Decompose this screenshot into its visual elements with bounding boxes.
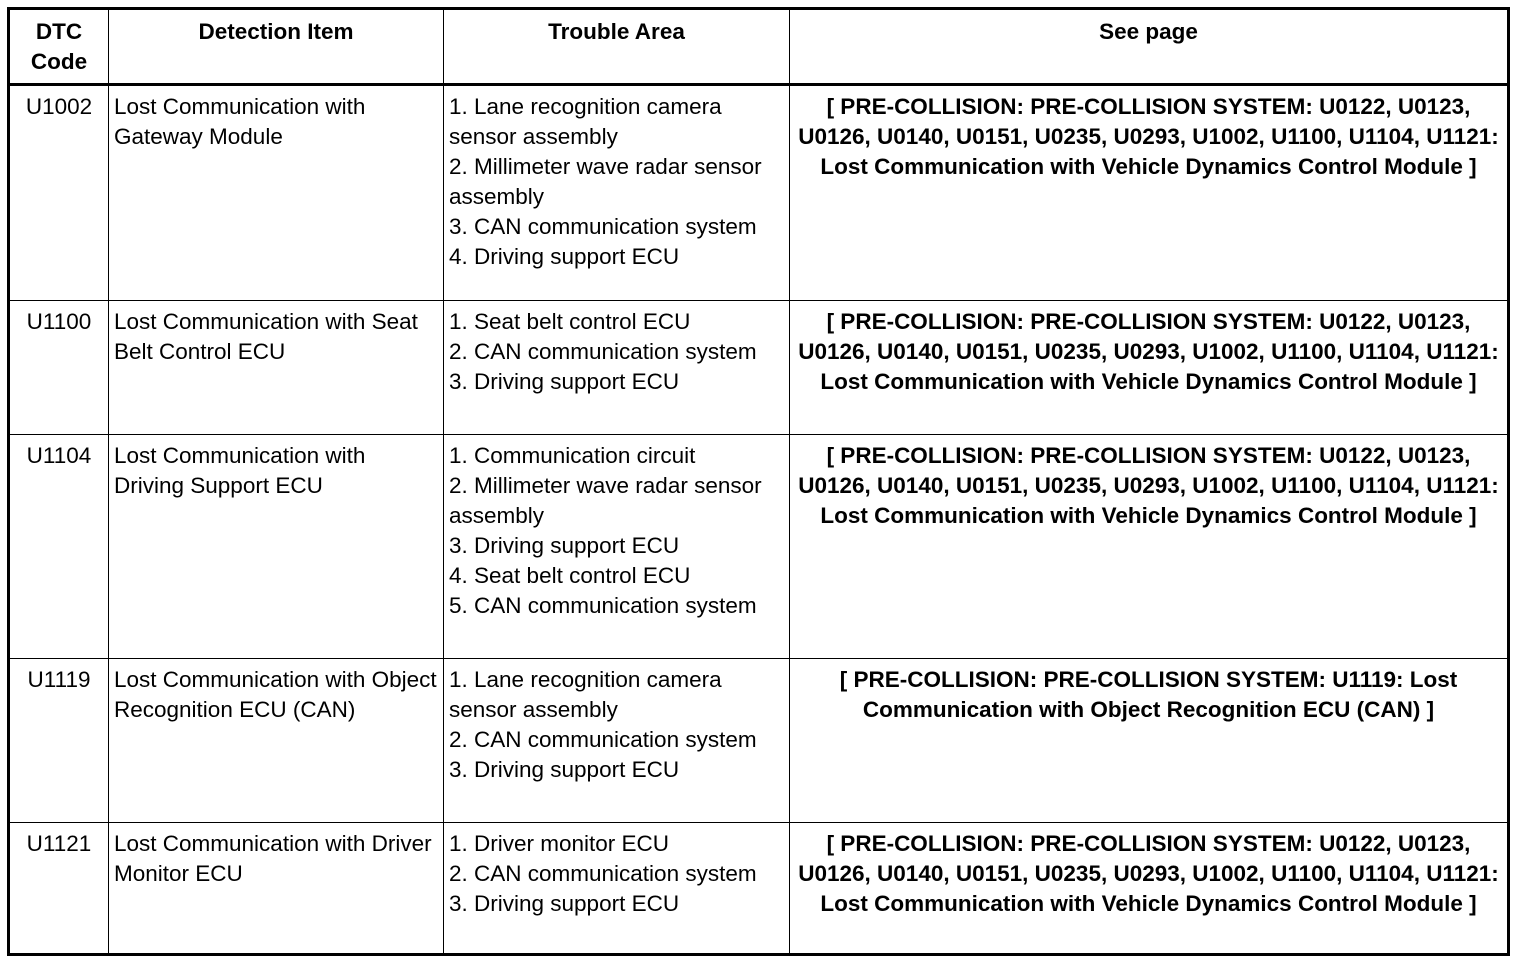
see-page-link[interactable]: [ PRE-COLLISION: PRE-COLLISION SYSTEM: U0122, U0123, U0126, U0140, U0151, U0235, U0293, U1002, U1100, U1104, U1121: Lost Communication with Vehicle Dynamics Control Module ] bbox=[790, 301, 1509, 435]
see-page-link[interactable]: [ PRE-COLLISION: PRE-COLLISION SYSTEM: U0122, U0123, U0126, U0140, U0151, U0235, U0293, U1002, U1100, U1104, U1121: Lost Communication with Vehicle Dynamics Control Module ] bbox=[790, 435, 1509, 659]
trouble-area-line: 3. CAN communication system bbox=[449, 214, 757, 239]
trouble-area-line: 1. Lane recognition camera sensor assembly bbox=[449, 94, 722, 149]
header-dtc-code: DTC Code bbox=[9, 9, 109, 85]
trouble-area-line: 1. Seat belt control ECU bbox=[449, 309, 691, 334]
table-body bbox=[9, 85, 1509, 955]
trouble-area-cell bbox=[444, 659, 790, 823]
trouble-area-line: 2. CAN communication system bbox=[449, 339, 757, 364]
trouble-area-cell bbox=[444, 823, 790, 955]
detection-item-cell: Lost Communication with Driver Monitor ECU bbox=[109, 823, 444, 955]
trouble-area-line: 1. Communication circuit bbox=[449, 443, 696, 468]
table-row bbox=[9, 435, 1509, 659]
header-trouble-area: Trouble Area bbox=[444, 9, 790, 85]
header-detection-item: Detection Item bbox=[109, 9, 444, 85]
table-row bbox=[9, 659, 1509, 823]
table-row bbox=[9, 823, 1509, 955]
trouble-area-cell bbox=[444, 435, 790, 659]
trouble-area-line: 2. Millimeter wave radar sensor assembly bbox=[449, 154, 762, 209]
header-see-page: See page bbox=[790, 9, 1509, 85]
trouble-area-line: 2. CAN communication system bbox=[449, 861, 757, 886]
dtc-code-cell: U1104 bbox=[9, 435, 109, 659]
header-row bbox=[9, 9, 1509, 85]
trouble-area-line: 4. Seat belt control ECU bbox=[449, 563, 691, 588]
detection-item-cell: Lost Communication with Seat Belt Control ECU bbox=[109, 301, 444, 435]
dtc-code-cell: U1119 bbox=[9, 659, 109, 823]
dtc-table bbox=[7, 7, 1510, 956]
trouble-area-line: 3. Driving support ECU bbox=[449, 891, 680, 916]
see-page-link[interactable]: [ PRE-COLLISION: PRE-COLLISION SYSTEM: U0122, U0123, U0126, U0140, U0151, U0235, U0293, U1002, U1100, U1104, U1121: Lost Communication with Vehicle Dynamics Control Module ] bbox=[790, 85, 1509, 301]
trouble-area-line: 1. Lane recognition camera sensor assembly bbox=[449, 667, 722, 722]
trouble-area-line: 2. Millimeter wave radar sensor assembly bbox=[449, 473, 762, 528]
trouble-area-line: 3. Driving support ECU bbox=[449, 369, 680, 394]
table-header bbox=[9, 9, 1509, 85]
see-page-link[interactable]: [ PRE-COLLISION: PRE-COLLISION SYSTEM: U0122, U0123, U0126, U0140, U0151, U0235, U0293, U1002, U1100, U1104, U1121: Lost Communication with Vehicle Dynamics Control Module ] bbox=[790, 823, 1509, 955]
detection-item-cell: Lost Communication with Gateway Module bbox=[109, 85, 444, 301]
trouble-area-line: 3. Driving support ECU bbox=[449, 533, 680, 558]
dtc-code-cell: U1002 bbox=[9, 85, 109, 301]
table-row bbox=[9, 85, 1509, 301]
trouble-area-line: 1. Driver monitor ECU bbox=[449, 831, 670, 856]
dtc-code-cell: U1121 bbox=[9, 823, 109, 955]
detection-item-cell: Lost Communication with Driving Support ECU bbox=[109, 435, 444, 659]
trouble-area-line: 5. CAN communication system bbox=[449, 593, 757, 618]
trouble-area-line: 2. CAN communication system bbox=[449, 727, 757, 752]
trouble-area-line: 4. Driving support ECU bbox=[449, 244, 680, 269]
detection-item-cell: Lost Communication with Object Recognition ECU (CAN) bbox=[109, 659, 444, 823]
see-page-link[interactable]: [ PRE-COLLISION: PRE-COLLISION SYSTEM: U1119: Lost Communication with Object Recognition ECU (CAN) ] bbox=[790, 659, 1509, 823]
dtc-code-cell: U1100 bbox=[9, 301, 109, 435]
trouble-area-cell bbox=[444, 85, 790, 301]
trouble-area-line: 3. Driving support ECU bbox=[449, 757, 680, 782]
trouble-area-cell bbox=[444, 301, 790, 435]
table-row bbox=[9, 301, 1509, 435]
